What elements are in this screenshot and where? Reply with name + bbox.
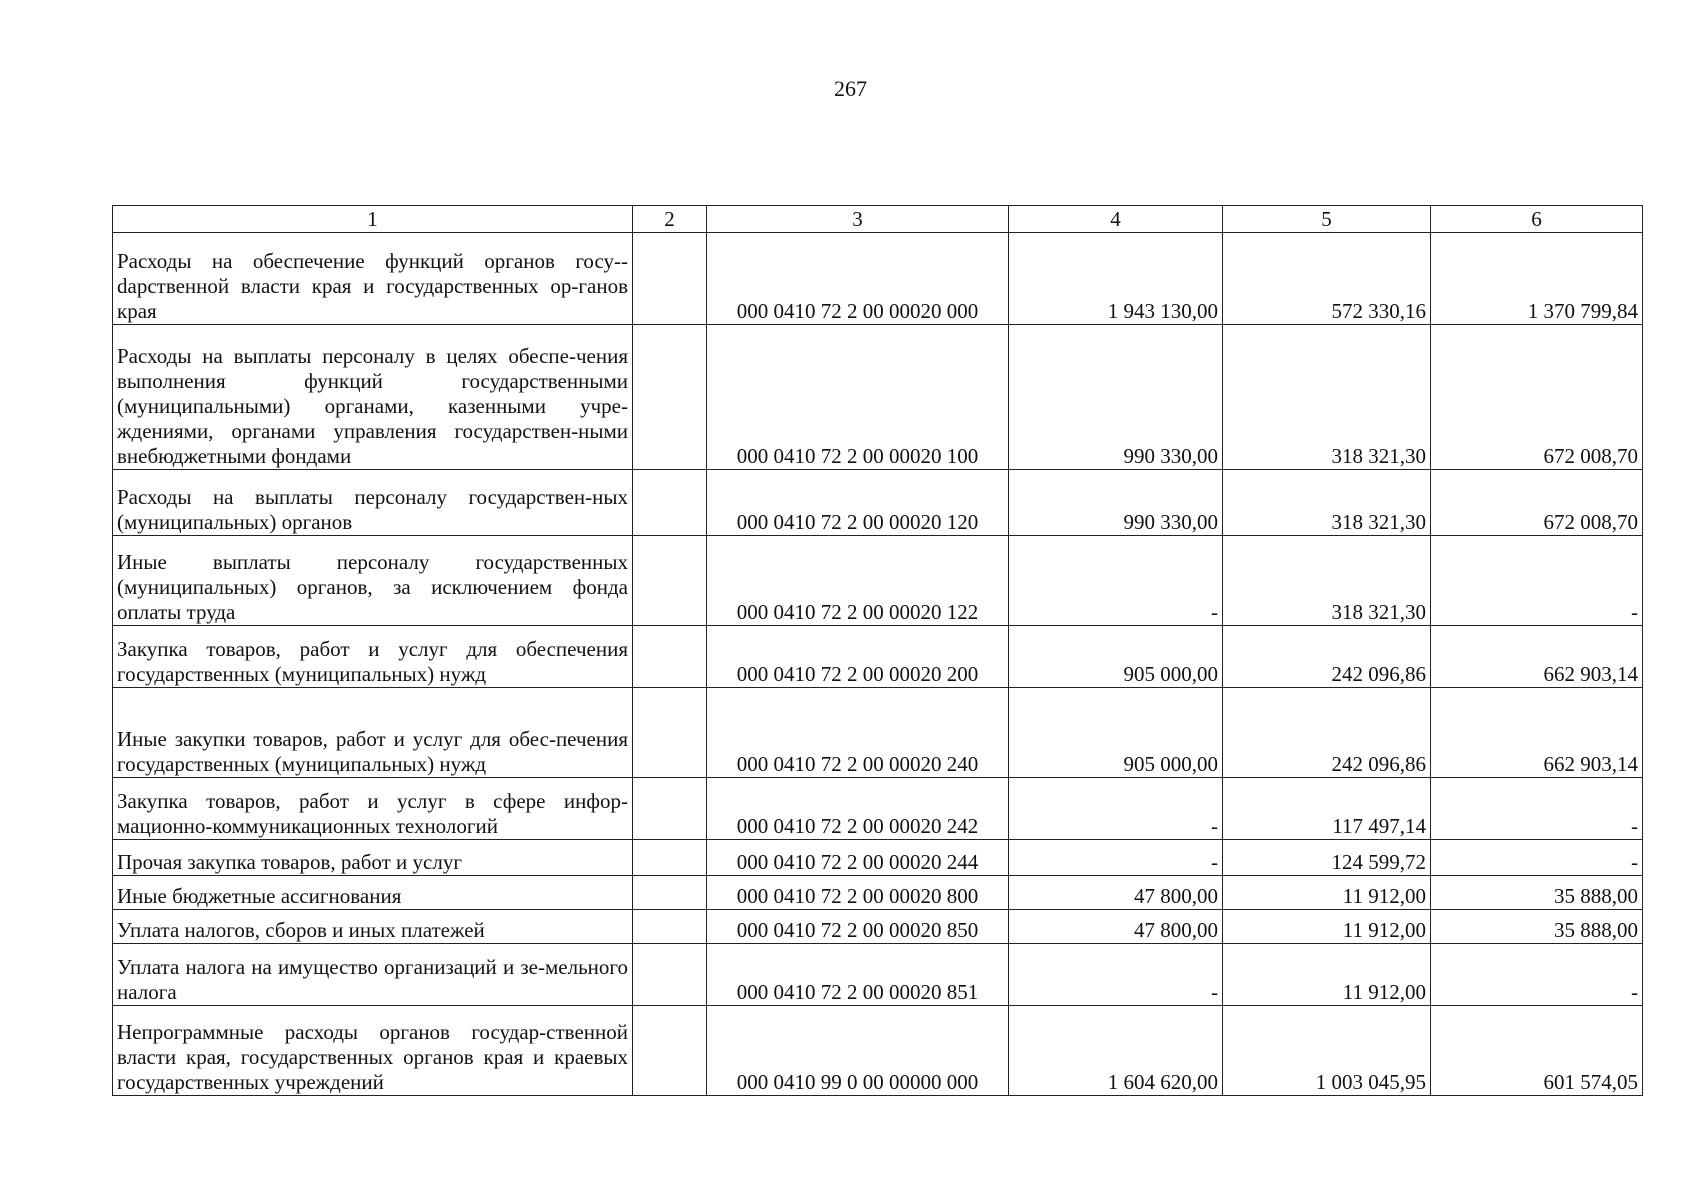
table-row <box>113 1006 1643 1096</box>
row-code: 000 0410 72 2 00 00020 122 <box>707 536 1009 626</box>
column-header-2: 2 <box>633 206 707 233</box>
row-col2 <box>633 778 707 840</box>
row-col4: 47 800,00 <box>1009 876 1223 910</box>
column-header-4: 4 <box>1009 206 1223 233</box>
row-name: Закупка товаров, работ и услуг в сфере инфор-мационно-коммуникационных технологий <box>113 778 633 840</box>
row-col5: 11 912,00 <box>1223 910 1431 944</box>
row-name: Расходы на выплаты персоналу в целях обеспе-чения выполнения функций государственными (муниципальными) органами, казенными учре-ждениями, органами управления государствен-ными внебюджетными фондами <box>113 325 633 470</box>
table-row <box>113 536 1643 626</box>
row-name: Иные закупки товаров, работ и услуг для обес-печения государственных (муниципальных) нужд <box>113 688 633 778</box>
column-header-5: 5 <box>1223 206 1431 233</box>
row-col5: 318 321,30 <box>1223 325 1431 470</box>
row-name: Расходы на обеспечение функций органов госу-dарственной власти края и государственных ор-ганов края <box>113 233 633 325</box>
row-col4: - <box>1009 536 1223 626</box>
table-row <box>113 876 1643 910</box>
budget-table <box>112 205 1643 1096</box>
row-col4: 47 800,00 <box>1009 910 1223 944</box>
row-code: 000 0410 72 2 00 00020 120 <box>707 470 1009 536</box>
row-name: Уплата налога на имущество организаций и зе-мельного налога <box>113 944 633 1006</box>
row-code: 000 0410 72 2 00 00020 244 <box>707 840 1009 876</box>
row-col2 <box>633 688 707 778</box>
table-row <box>113 688 1643 778</box>
table-row <box>113 840 1643 876</box>
row-col4: - <box>1009 944 1223 1006</box>
row-code: 000 0410 99 0 00 00000 000 <box>707 1006 1009 1096</box>
row-col6: 662 903,14 <box>1431 688 1643 778</box>
row-col6: - <box>1431 536 1643 626</box>
row-col6: - <box>1431 778 1643 840</box>
page-number: 267 <box>834 76 867 101</box>
row-col2 <box>633 944 707 1006</box>
row-col6: 672 008,70 <box>1431 470 1643 536</box>
row-col5: 11 912,00 <box>1223 876 1431 910</box>
row-col6: 601 574,05 <box>1431 1006 1643 1096</box>
row-name: Иные бюджетные ассигнования <box>113 876 633 910</box>
table-row <box>113 325 1643 470</box>
row-col2 <box>633 910 707 944</box>
row-col4: 905 000,00 <box>1009 626 1223 688</box>
row-col5: 117 497,14 <box>1223 778 1431 840</box>
row-col5: 11 912,00 <box>1223 944 1431 1006</box>
row-col5: 242 096,86 <box>1223 688 1431 778</box>
row-col4: 990 330,00 <box>1009 470 1223 536</box>
row-col5: 242 096,86 <box>1223 626 1431 688</box>
row-col4: 905 000,00 <box>1009 688 1223 778</box>
row-col4: 1 943 130,00 <box>1009 233 1223 325</box>
row-col5: 1 003 045,95 <box>1223 1006 1431 1096</box>
row-col6: - <box>1431 840 1643 876</box>
row-col4: - <box>1009 840 1223 876</box>
row-col2 <box>633 840 707 876</box>
row-code: 000 0410 72 2 00 00020 200 <box>707 626 1009 688</box>
row-col6: 672 008,70 <box>1431 325 1643 470</box>
row-name: Закупка товаров, работ и услуг для обеспечения государственных (муниципальных) нужд <box>113 626 633 688</box>
table-row <box>113 470 1643 536</box>
table-row <box>113 910 1643 944</box>
row-name: Прочая закупка товаров, работ и услуг <box>113 840 633 876</box>
row-col2 <box>633 536 707 626</box>
row-name: Уплата налогов, сборов и иных платежей <box>113 910 633 944</box>
row-name: Непрограммные расходы органов государ-ственной власти края, государственных органов края и краевых государственных учреждений <box>113 1006 633 1096</box>
row-col6: 35 888,00 <box>1431 910 1643 944</box>
row-code: 000 0410 72 2 00 00020 100 <box>707 325 1009 470</box>
column-header-1: 1 <box>113 206 633 233</box>
row-col6: 35 888,00 <box>1431 876 1643 910</box>
table-row <box>113 944 1643 1006</box>
row-code: 000 0410 72 2 00 00020 850 <box>707 910 1009 944</box>
row-col4: 1 604 620,00 <box>1009 1006 1223 1096</box>
row-col2 <box>633 626 707 688</box>
table-row <box>113 233 1643 325</box>
column-header-6: 6 <box>1431 206 1643 233</box>
row-code: 000 0410 72 2 00 00020 800 <box>707 876 1009 910</box>
row-col5: 318 321,30 <box>1223 536 1431 626</box>
row-col2 <box>633 1006 707 1096</box>
row-col2 <box>633 876 707 910</box>
row-col6: 1 370 799,84 <box>1431 233 1643 325</box>
header-row <box>113 206 1643 233</box>
row-name: Расходы на выплаты персоналу государствен-ных (муниципальных) органов <box>113 470 633 536</box>
row-code: 000 0410 72 2 00 00020 240 <box>707 688 1009 778</box>
row-code: 000 0410 72 2 00 00020 851 <box>707 944 1009 1006</box>
row-col5: 572 330,16 <box>1223 233 1431 325</box>
row-col2 <box>633 325 707 470</box>
row-col5: 318 321,30 <box>1223 470 1431 536</box>
row-col6: - <box>1431 944 1643 1006</box>
row-col2 <box>633 233 707 325</box>
table-row <box>113 778 1643 840</box>
column-header-3: 3 <box>707 206 1009 233</box>
row-col6: 662 903,14 <box>1431 626 1643 688</box>
row-name: Иные выплаты персоналу государственных (муниципальных) органов, за исключением фонда оплаты труда <box>113 536 633 626</box>
row-code: 000 0410 72 2 00 00020 242 <box>707 778 1009 840</box>
row-code: 000 0410 72 2 00 00020 000 <box>707 233 1009 325</box>
table-row <box>113 626 1643 688</box>
row-col2 <box>633 470 707 536</box>
row-col4: - <box>1009 778 1223 840</box>
row-col4: 990 330,00 <box>1009 325 1223 470</box>
row-col5: 124 599,72 <box>1223 840 1431 876</box>
